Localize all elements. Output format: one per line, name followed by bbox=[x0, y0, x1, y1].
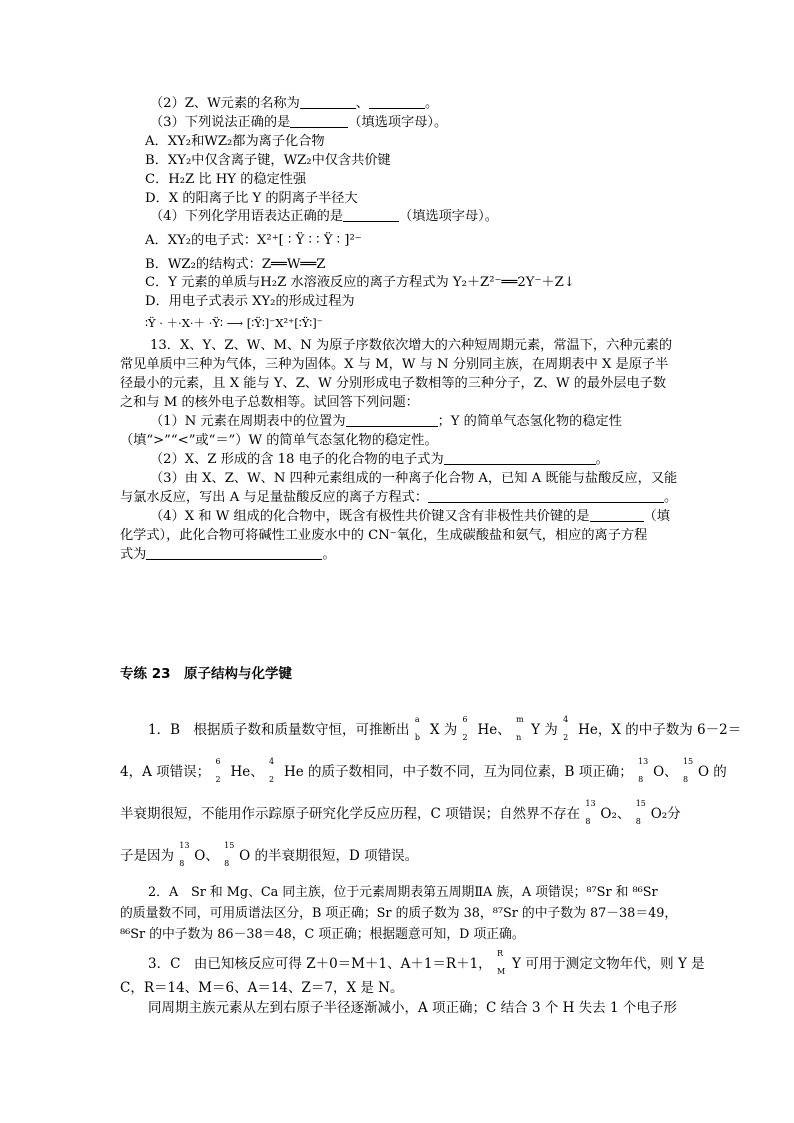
nuclide: 6 2 bbox=[462, 715, 468, 742]
answer-blank bbox=[146, 546, 322, 560]
q12-option-4A: A．XY₂的电子式：X²⁺[ ∶ Ÿ ∶ ∶ Ÿ ∶ ]²⁻ bbox=[145, 233, 362, 248]
q12-part3: （3）下列说法正确的是 （填选项字母）。 bbox=[150, 115, 448, 130]
answer-blank bbox=[290, 114, 348, 128]
q13-part4-cont: 化学式），此化合物可将碱性工业废水中的 CN⁻氧化，生成碳酸盐和氨气，相应的离子方程 bbox=[120, 528, 648, 543]
q13-part3-cont: 与氯水反应，写出 A 与足量盐酸反应的离子方程式： 。 bbox=[120, 490, 678, 505]
q13-part1: （1）N 元素在周期表中的位置为 ；Y 的简单气态氢化物的稳定性 bbox=[150, 414, 622, 429]
nuclide: 13 8 bbox=[638, 757, 649, 784]
nuclide: R M bbox=[496, 949, 506, 976]
answer-blank bbox=[444, 451, 596, 465]
answer2-line1: 2．A Sr 和 Mg、Ca 同主族，位于元素周期表第五周期ⅡA 族，A 项错误；⁸⁷Sr 和 ⁸⁶Sr bbox=[148, 885, 658, 900]
q13-part1-cont: （填“>”“<”或“＝”）W 的简单气态氢化物的稳定性。 bbox=[120, 433, 438, 448]
q12-part2: （2）Z、W元素的名称为 、 。 bbox=[150, 96, 439, 111]
answer-blank bbox=[369, 95, 425, 109]
nuclide: 4 2 bbox=[563, 715, 569, 742]
answer2-line2: 的质量数不同，可用质谱法区分，B 项正确；Sr 的质子数为 38，⁸⁷Sr 的中子数为 87－38＝49， bbox=[120, 906, 678, 921]
q13-part2: （2）X、Z 形成的含 18 电子的化合物的电子式为 。 bbox=[150, 452, 609, 467]
nuclide: a b bbox=[414, 715, 420, 742]
nuclide: 13 8 bbox=[585, 799, 596, 826]
q13-stem-line4: 之和与 M 的核外电子总数相等。试回答下列问题： bbox=[120, 395, 419, 410]
nuclide: 13 8 bbox=[179, 841, 190, 868]
q13-part4-cont2: 式为 。 bbox=[120, 547, 336, 562]
nuclide: 15 8 bbox=[224, 841, 235, 868]
nuclide: 4 2 bbox=[269, 757, 275, 784]
answer1-line2: 4，A 项错误； 6 2 He、 4 2 He 的质子数相同，中子数不同，互为同位素，B 项正确； 13 8 O、 15 8 O 的 bbox=[120, 757, 727, 784]
nuclide: 15 8 bbox=[635, 799, 646, 826]
nuclide: 6 2 bbox=[215, 757, 221, 784]
q13-part4: （4）X 和 W 组成的化合物中，既含有极性共价键又含有非极性共价键的是 （填 bbox=[150, 509, 670, 524]
q12-option-3D: D．X 的阳离子比 Y 的阴离子半径大 bbox=[145, 191, 358, 206]
section-title: 专练 23 原子结构与化学键 bbox=[120, 666, 292, 682]
q12-option-3B: B．XY₂中仅含离子键，WZ₂中仅含共价键 bbox=[145, 153, 391, 168]
q12-option-4C: C．Y 元素的单质与H₂Z 水溶液反应的离子方程式为 Y₂＋Z²⁻══2Y⁻＋Z↓ bbox=[145, 275, 575, 290]
answer2-line3: ⁸⁶Sr 的中子数为 86－38＝48，C 项正确；根据题意可知，D 项正确。 bbox=[120, 927, 525, 942]
q12-option-4B: B．WZ₂的结构式：Z══W══Z bbox=[145, 257, 326, 272]
answer3-line2: C，R＝14、M＝6、A＝14、Z＝7，X 是 N。 bbox=[120, 980, 404, 996]
q12-option-3C: C．H₂Z 比 HY 的稳定性强 bbox=[145, 172, 307, 187]
answer-blank bbox=[343, 208, 399, 222]
answer-blank bbox=[346, 413, 438, 427]
q12-option-4D: D．用电子式表示 XY₂的形成过程为 bbox=[145, 294, 355, 309]
answer1-line4: 子是因为 13 8 O、 15 8 O 的半衰期很短，D 项错误。 bbox=[120, 841, 419, 868]
answer-blank bbox=[300, 95, 356, 109]
q12-option-3A: A．XY₂和WZ₂都为离子化合物 bbox=[145, 134, 325, 149]
answer1-line1: 1．B 根据质子数和质量数守恒，可推断出 a b X 为 6 2 He、 m n Y 为 4 2 He，X 的中子数为 6－2＝ bbox=[148, 715, 742, 742]
q13-stem-line3: 径最小的元素，且 X 能与 Y、Z、W 分别形成电子数相等的三种分子，Z、W 的最外层电子数 bbox=[120, 376, 667, 391]
q13-part3: （3）由 X、Z、W、N 四种元素组成的一种离子化合物 A，已知 A 既能与盐酸反应，又能 bbox=[150, 471, 678, 486]
q13-stem-line1: 13．X、Y、Z、W、M、N 为原子序数依次增大的六种短周期元素，常温下，六种元素的 bbox=[150, 338, 673, 353]
nuclide: 15 8 bbox=[682, 757, 694, 784]
answer1-line3: 半衰期很短，不能用作示踪原子研究化学反应历程，C 项错误；自然界不存在 13 8 O₂、 15 8 O₂分 bbox=[120, 799, 681, 826]
electron-formation-formula: ∶Ÿ · ＋·X·＋ ·Ÿ∶ ⟶ [∶Ÿ∶]⁻X²⁺[∶Ÿ∶]⁻ bbox=[145, 316, 323, 330]
answer3-line1: 3．C 由已知核反应可得 Z＋0＝M＋1、A＋1＝R＋1， R M Y 可用于测定文物年代，则 Y 是 bbox=[148, 949, 705, 976]
answer3-line3: 同周期主族元素从左到右原子半径逐渐减小，A 项正确；C 结合 3 个 H 失去 1 个电子形 bbox=[148, 1000, 677, 1016]
answer-blank bbox=[428, 489, 664, 503]
answer-blank bbox=[590, 508, 644, 522]
q12-part4: （4）下列化学用语表达正确的是 （填选项字母）。 bbox=[150, 209, 498, 224]
nuclide: m n bbox=[516, 715, 524, 742]
q13-stem-line2: 常见单质中三种为气体，三种为固体。X 与 M，W 与 N 分别同主族，在周期表中 X 是原子半 bbox=[120, 357, 669, 372]
